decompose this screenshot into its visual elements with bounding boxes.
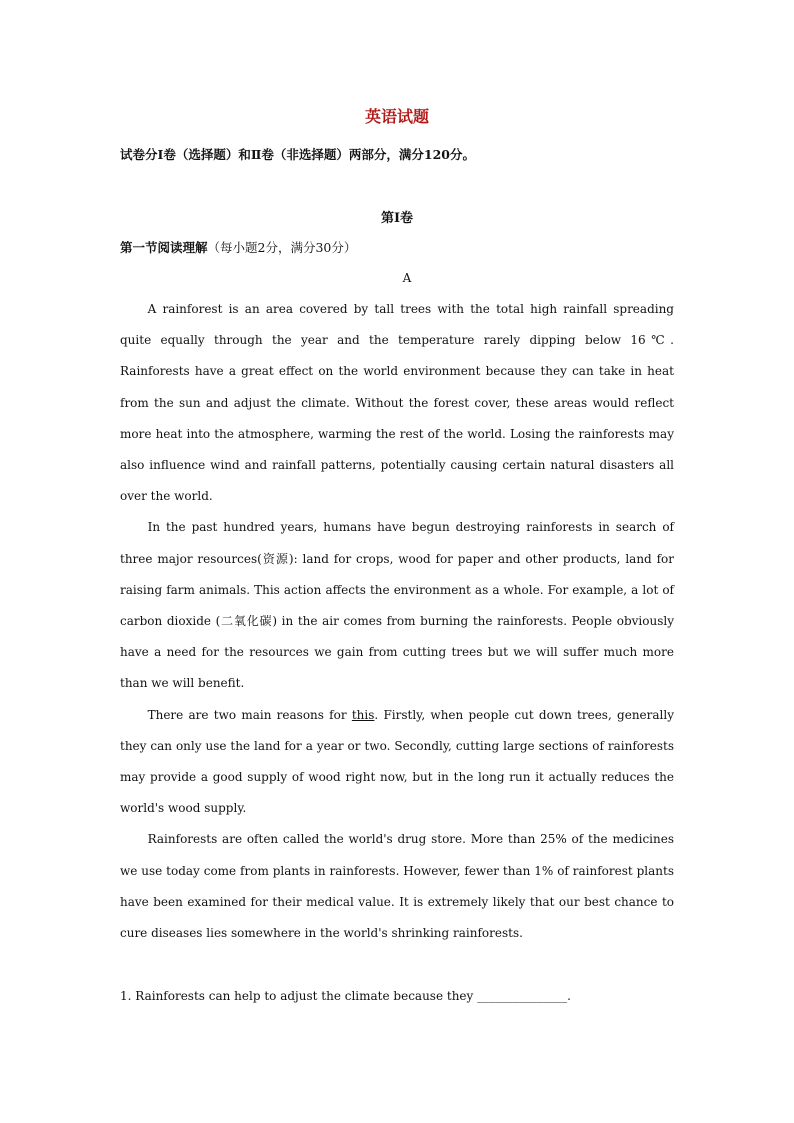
- paragraph-3-end: . Firstly, when people cut down trees, generally they can only use the land for a year or two. Secondly, cutting large sections of rainforests may provide a good supply of wood right now, but in the long run it actually reduces the world's wood supply.: [120, 707, 674, 816]
- paragraph-3: [120, 700, 674, 825]
- exam-title: 英语试题: [364, 107, 429, 126]
- passage-body: [120, 294, 674, 949]
- underlined-word: this: [351, 707, 375, 722]
- exam-intro: 试卷分Ⅰ卷（选择题）和Ⅱ卷（非选择题）两部分，满分120分。: [120, 147, 475, 162]
- part-heading: 第Ⅰ卷: [380, 211, 414, 226]
- passage-letter: A: [402, 271, 412, 285]
- paragraph-4: Rainforests are often called the world's drug store. More than 25% of the medicines we use today come from plants in rainforests. However, fewer than 1% of rainforest plants have been examined for their medical value. It is extremely likely that our best chance to cure diseases lies somewhere in the world's shrinking rainforests.: [120, 832, 674, 941]
- paragraph-2: In the past hundred years, humans have begun destroying rainforests in search of three major resources(资源): land for crops, wood for paper and other products, land for raising farm animals. This action affects the environment as a whole. For example, a lot of carbon dioxide (二氧化碳) in the air comes from burning the rainforests. People obviously have a need for the resources we gain from cutting trees but we will suffer much more than we will benefit.: [120, 520, 674, 691]
- question-1: 1. Rainforests can help to adjust the climate because they _______________.: [120, 989, 571, 1003]
- paragraph-3-start: There are two main reasons for: [147, 707, 352, 722]
- paragraph-1: A rainforest is an area covered by tall trees with the total high rainfall spreading quite equally through the year and the temperature rarely dipping below 16℃. Rainforests have a great effect on the world environment because they can take in heat from the sun and adjust the climate. Without the forest cover, these areas would reflect more heat into the atmosphere, warming the rest of the world. Losing the rainforests may also influence wind and rainfall patterns, potentially causing certain natural disasters all over the world.: [120, 302, 674, 504]
- section-label: 第一节阅读理解: [120, 240, 208, 255]
- section-heading: [120, 238, 356, 256]
- section-note: （每小题2分，满分30分）: [207, 240, 357, 255]
